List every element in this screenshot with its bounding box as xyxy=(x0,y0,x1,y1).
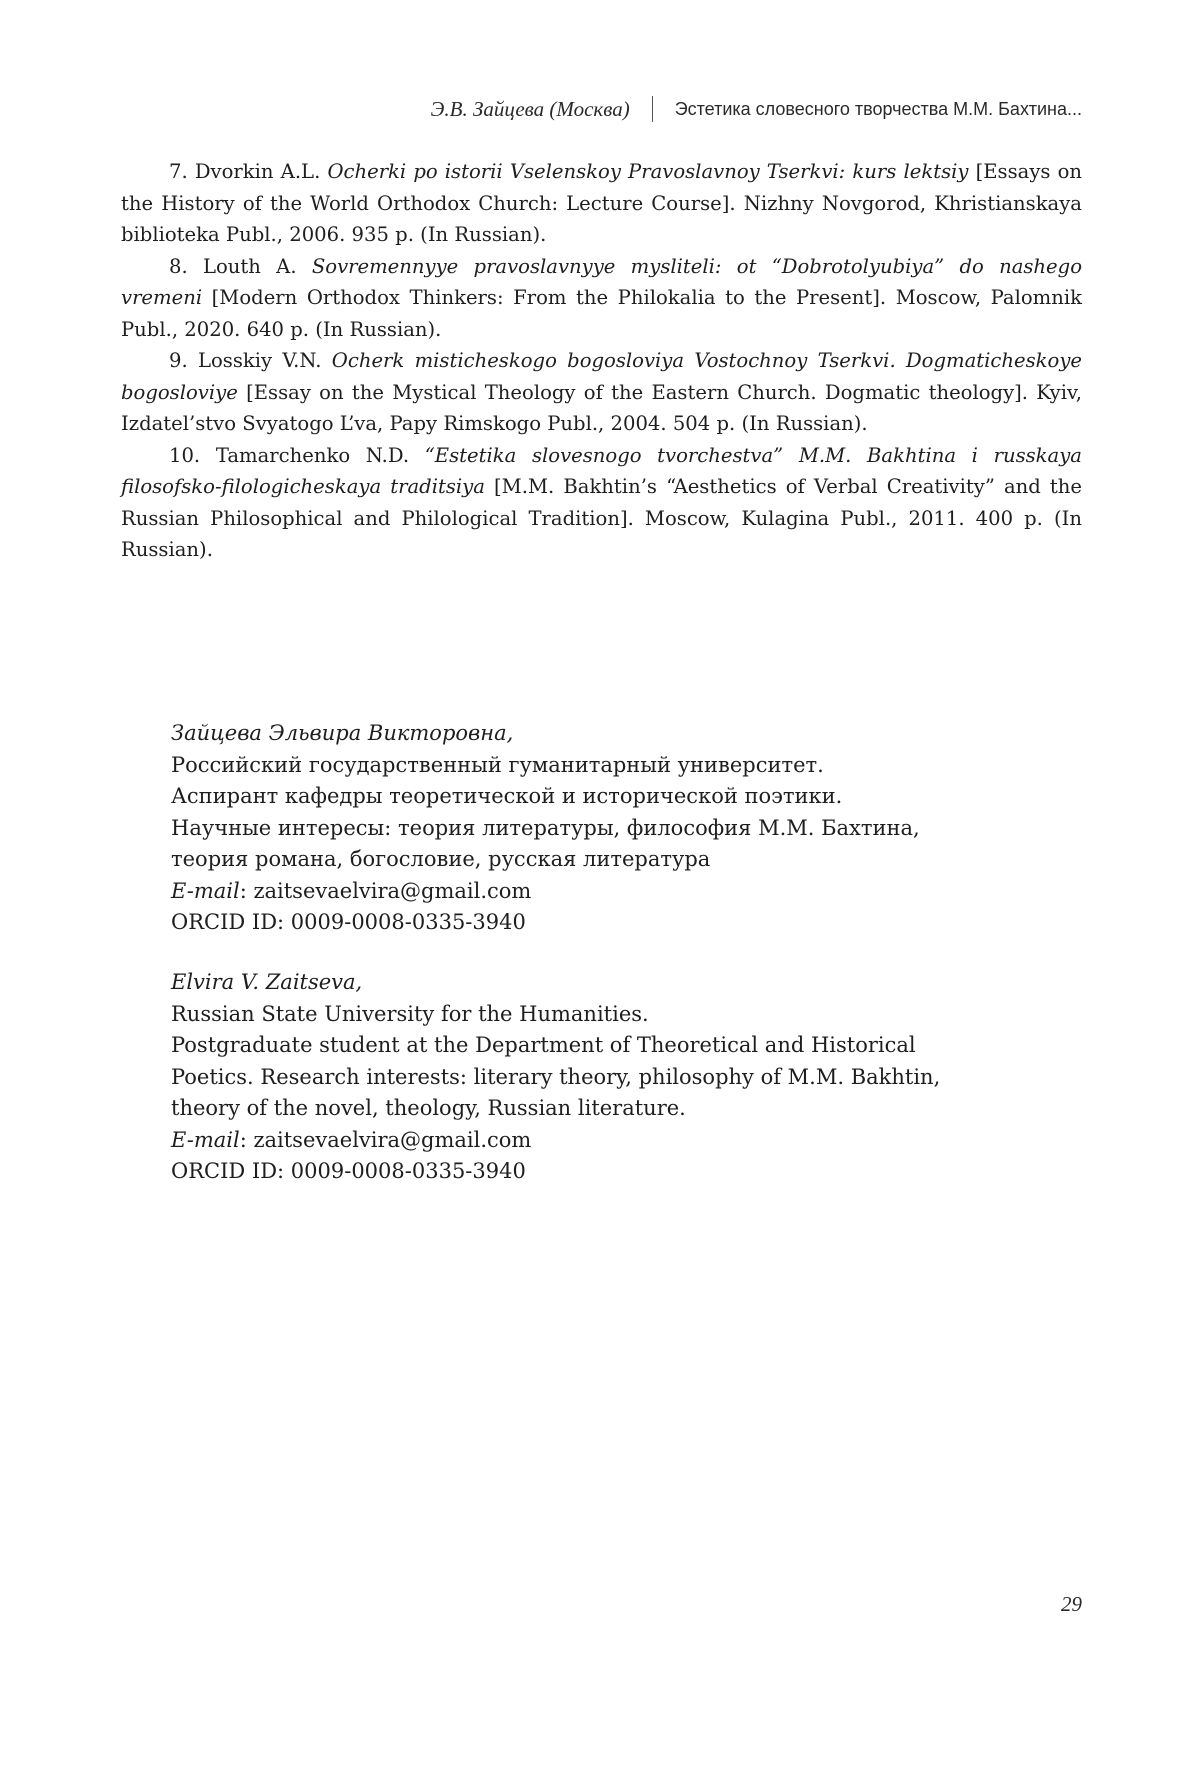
reference-number: 10. xyxy=(169,444,200,467)
author-affiliation: Russian State University for the Humanities. xyxy=(171,999,1071,1031)
author-interests: Научные интересы: теория литературы, философия М.М. Бахтина, xyxy=(171,813,1071,845)
reference-title: Ocherk misticheskogo bogosloviya Vostochnoy Tserkvi. Dogmaticheskoye bogosloviye xyxy=(121,349,1082,404)
author-info-english xyxy=(171,967,1071,1188)
header-divider xyxy=(652,96,653,122)
reference-number: 7. xyxy=(169,160,188,183)
reference-details: [Essays on the History of the World Orthodox Church: Lecture Course]. Nizhny Novgorod, Khristianskaya biblioteka Publ., 2006. 935 p. (In Russian). xyxy=(121,160,1082,246)
author-name: Elvira V. Zaitseva, xyxy=(171,967,1071,999)
reference-details: [M.M. Bakhtin’s “Aesthetics of Verbal Creativity” and the Russian Philosophical and Philological Tradition]. Moscow, Kulagina Publ., 2011. 400 p. (In Russian). xyxy=(121,475,1082,561)
author-email xyxy=(171,876,1071,908)
running-header xyxy=(431,96,1082,122)
reference-details: [Modern Orthodox Thinkers: From the Philokalia to the Present]. Moscow, Palomnik Publ., 2020. 640 p. (In Russian). xyxy=(121,286,1082,341)
email-address: : zaitsevaelvira@gmail.com xyxy=(240,1128,532,1152)
header-author: Э.В. Зайцева (Москва) xyxy=(431,97,630,122)
reference-title: “Estetika slovesnogo tvorchestva” M.M. Bakhtina i russkaya filosofsko-filologicheskaya traditsiya xyxy=(121,444,1082,499)
author-position: Аспирант кафедры теоретической и исторической поэтики. xyxy=(171,781,1071,813)
author-email xyxy=(171,1125,1071,1157)
reference-item xyxy=(121,156,1082,251)
email-label: E-mail xyxy=(171,1128,240,1152)
author-bio-line: Postgraduate student at the Department of Theoretical and Historical xyxy=(171,1030,1071,1062)
reference-details: [Essay on the Mystical Theology of the Eastern Church. Dogmatic theology]. Kyiv, Izdatel’stvo Svyatogo L’va, Papy Rimskogo Publ., 2004. 504 p. (In Russian). xyxy=(121,381,1082,436)
author-affiliation: Российский государственный гуманитарный университет. xyxy=(171,750,1071,782)
reference-item xyxy=(121,440,1082,566)
reference-author: Louth A. xyxy=(203,255,297,278)
reference-item xyxy=(121,251,1082,346)
reference-author: Tamarchenko N.D. xyxy=(216,444,409,467)
reference-number: 9. xyxy=(169,349,188,372)
author-bio-line: Poetics. Research interests: literary theory, philosophy of M.M. Bakhtin, xyxy=(171,1062,1071,1094)
reference-list xyxy=(121,156,1082,566)
reference-title: Sovremennyye pravoslavnyye mysliteli: ot “Dobrotolyubiya” do nashego vremeni xyxy=(121,255,1082,310)
author-orcid: ORCID ID: 0009-0008-0335-3940 xyxy=(171,1156,1071,1188)
email-label: E-mail xyxy=(171,879,240,903)
author-interests-continued: теория романа, богословие, русская литература xyxy=(171,844,1071,876)
reference-title: Ocherki po istorii Vselenskoy Pravoslavnoy Tserkvi: kurs lektsiy xyxy=(327,160,968,183)
author-bio-line: theory of the novel, theology, Russian literature. xyxy=(171,1093,1071,1125)
author-orcid: ORCID ID: 0009-0008-0335-3940 xyxy=(171,907,1071,939)
header-title: Эстетика словесного творчества М.М. Бахтина... xyxy=(675,99,1082,120)
reference-item xyxy=(121,345,1082,440)
page-number: 29 xyxy=(1061,1592,1082,1617)
author-info-russian xyxy=(171,718,1071,939)
email-address: : zaitsevaelvira@gmail.com xyxy=(240,879,532,903)
reference-author: Dvorkin A.L. xyxy=(195,160,320,183)
reference-author: Losskiy V.N. xyxy=(198,349,322,372)
reference-number: 8. xyxy=(169,255,188,278)
author-name: Зайцева Эльвира Викторовна, xyxy=(171,718,1071,750)
